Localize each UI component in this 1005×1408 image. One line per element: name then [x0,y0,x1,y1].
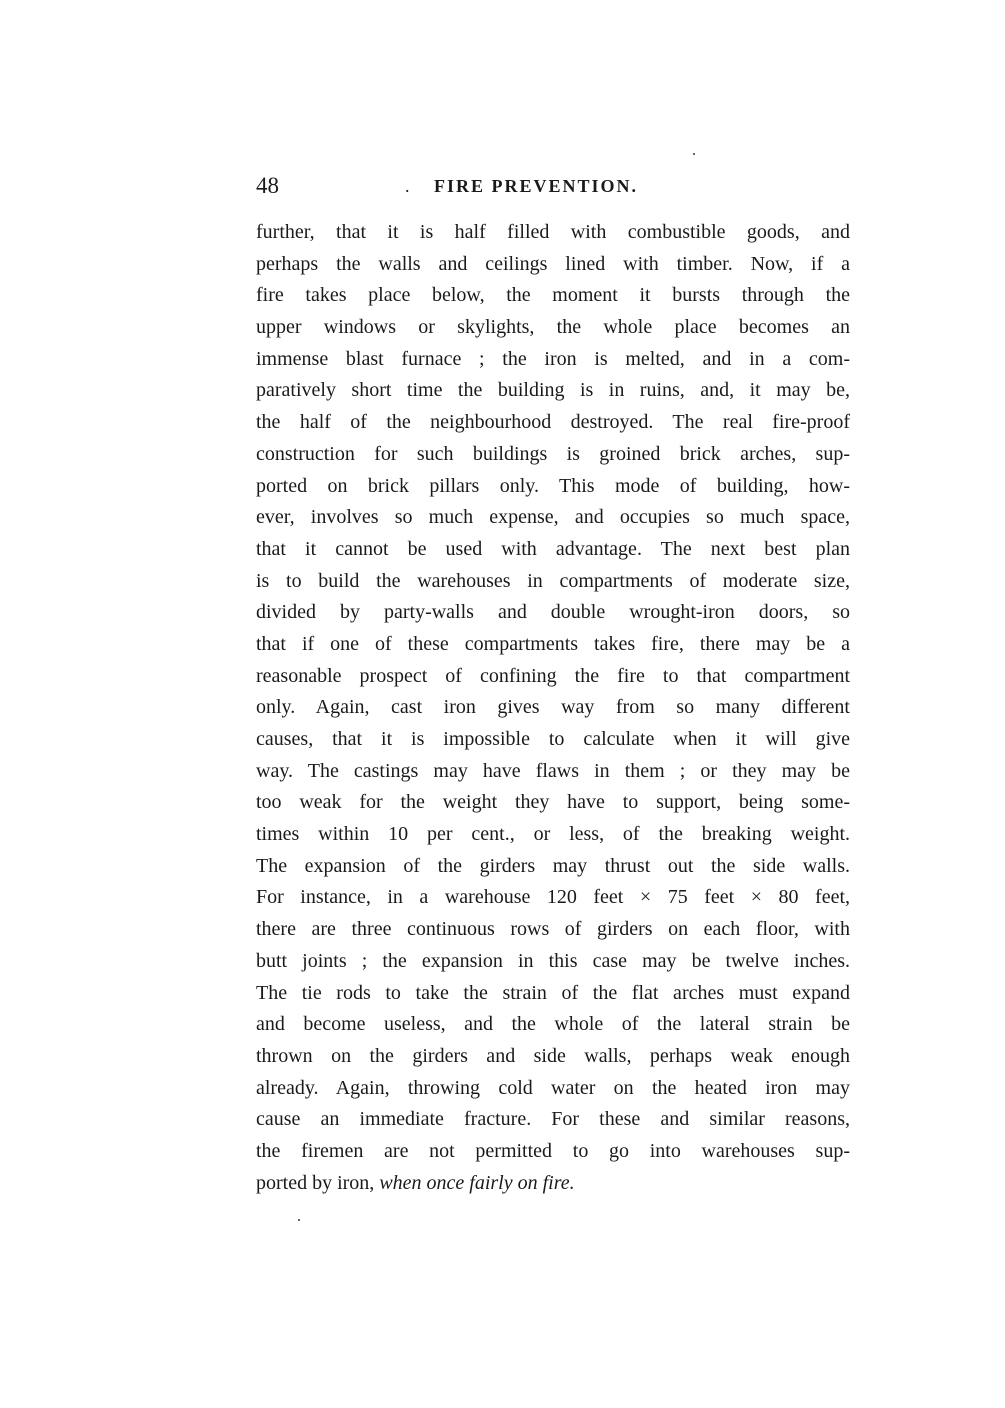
text-line: too weak for the weight they have to support, being some- [256,791,850,814]
print-speck [298,1219,300,1221]
text-line: the firemen are not permitted to go into warehouses sup- [256,1139,850,1162]
text-line: already. Again, throwing cold water on the heated iron may [256,1076,850,1099]
running-head: FIRE PREVENTION. [434,176,639,196]
text-line-final [256,1168,850,1200]
text-line: immense blast furnace ; the iron is melted, and in a com- [256,347,850,370]
text-line: reasonable prospect of confining the fire to that compartment [256,664,850,687]
text-line: is to build the warehouses in compartments of moderate size, [256,569,850,592]
header-separator: . [405,176,410,196]
text-line: perhaps the walls and ceilings lined with timber. Now, if a [256,252,850,275]
text-line: there are three continuous rows of girders on each floor, with [256,918,850,941]
page-number: 48 [256,173,279,198]
text-line: that if one of these compartments takes fire, there may be a [256,632,850,655]
print-speck [693,153,695,155]
page-header [256,170,850,202]
text-line: ever, involves so much expense, and occupies so much space, [256,506,850,529]
text-line: the half of the neighbourhood destroyed. The real fire-proof [256,411,850,434]
text-line: ported on brick pillars only. This mode of building, how- [256,474,850,497]
text-line: further, that it is half filled with combustible goods, and [256,221,850,243]
body-paragraph [256,217,850,1199]
text-line: fire takes place below, the moment it bursts through the [256,284,850,307]
text-line: causes, that it is impossible to calculate when it will give [256,728,850,750]
text-line: times within 10 per cent., or less, of the breaking weight. [256,823,850,846]
text-line: construction for such buildings is groined brick arches, sup- [256,442,850,465]
text-line: upper windows or skylights, the whole place becomes an [256,316,850,339]
text-line: The expansion of the girders may thrust out the side walls. [256,854,850,877]
text-line: divided by party-walls and double wrought-iron doors, so [256,601,850,624]
text-line: that it cannot be used with advantage. The next best plan [256,537,850,560]
text-line: The tie rods to take the strain of the flat arches must expand [256,981,850,1004]
final-line-roman: ported by iron, [256,1171,380,1194]
text-line: and become useless, and the whole of the lateral strain be [256,1013,850,1036]
text-line: paratively short time the building is in ruins, and, it may be, [256,379,850,402]
text-line: For instance, in a warehouse 120 feet × 75 feet × 80 feet, [256,886,850,909]
final-line-italic: when once fairly on fire. [379,1171,575,1194]
text-line: only. Again, cast iron gives way from so many different [256,696,850,719]
text-line: thrown on the girders and side walls, perhaps weak enough [256,1044,850,1067]
text-line: cause an immediate fracture. For these and similar reasons, [256,1108,850,1131]
text-line: butt joints ; the expansion in this case may be twelve inches. [256,949,850,972]
text-line: way. The castings may have flaws in them ; or they may be [256,759,850,782]
